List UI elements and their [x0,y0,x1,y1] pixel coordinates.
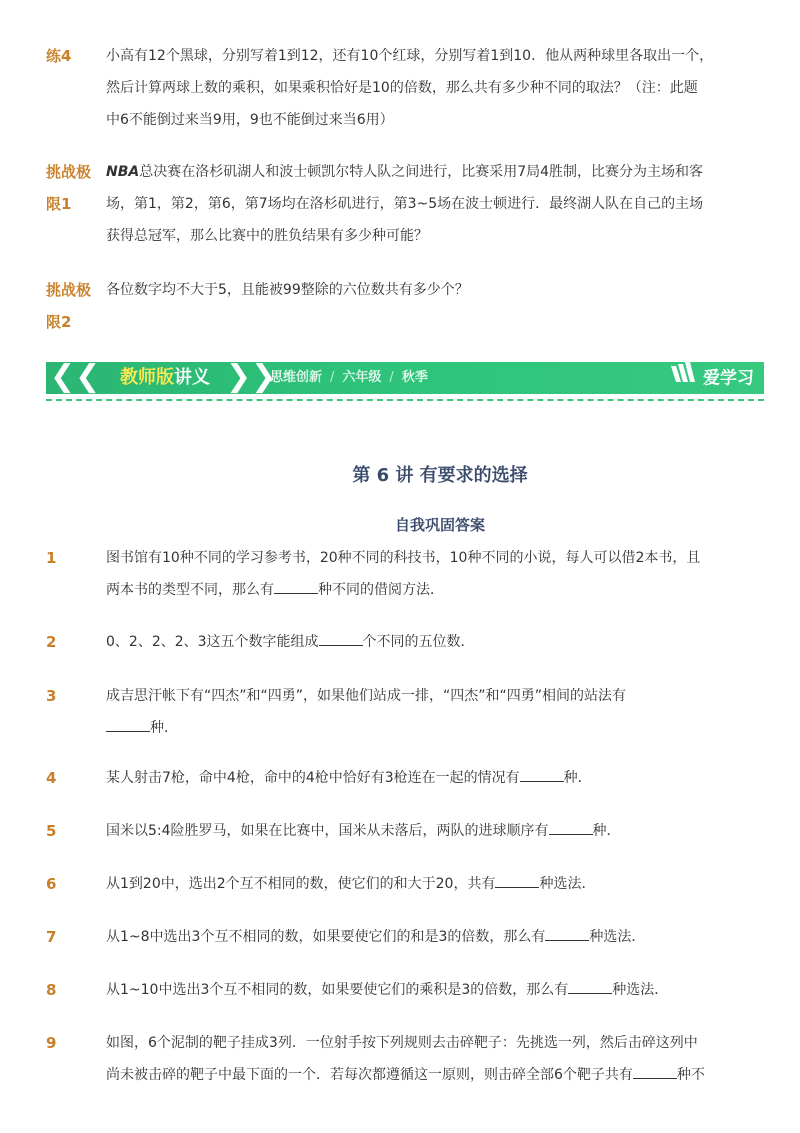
question-line [106,762,718,794]
question-segment: 两本书的类型不同，那么有 [106,582,274,598]
answer-blank [319,630,363,646]
question-line [106,542,718,574]
question-segment: 成吉思汗帐下有“四杰”和“四勇”，如果他们站成一排，“四杰”和“四勇”相间的站法有 [106,688,627,704]
question-text [106,542,718,606]
chevron-right-icon: ❯❯ [226,359,277,394]
banner-title-b: 讲义 [174,367,210,388]
exercise-line-text: 总决赛在洛杉矶湖人和波士顿凯尔特人队之间进行，比赛采用7局4胜制，比赛分为主场和客 [139,164,704,180]
question-segment: 从1到20中，选出2个互不相同的数，使它们的和大于20，共有 [106,876,496,892]
logo-mark-icon [671,362,699,395]
exercise-line [106,156,718,188]
answer-blank [520,766,564,782]
question-segment: 种选法． [539,876,596,892]
question-text [106,974,718,1006]
question-number: 6 [46,875,57,893]
banner-meta-item: 秋季 [401,370,428,385]
question-line [106,680,718,712]
banner-title [120,362,210,394]
exercise-line: 获得总冠军，那么比赛中的胜负结果有多少种可能？ [106,228,428,244]
question-segment: 图书馆有10种不同的学习参考书，20种不同的科技书，10种不同的小说，每人可以借2本书，且 [106,550,701,566]
question-text [106,680,718,744]
question-line [106,574,718,606]
answer-blank [549,819,593,835]
exercise-label [46,274,104,338]
exercise-line: 中6不能倒过来当9用，9也不能倒过来当6用） [106,112,394,128]
question-line [106,1059,718,1091]
exercise-line: 场，第1，第2，第6，第7场均在洛杉矶进行，第3~5场在波士顿进行．最终湖人队在自己的主场 [106,196,704,212]
question-segment: 从1~8中选出3个互不相同的数，如果要使它们的和是3的倍数，那么有 [106,929,546,945]
question-number: 7 [46,928,57,946]
banner-meta-item: 六年级 [342,370,382,385]
lecture-title: 第 6 讲 有要求的选择 [352,465,528,486]
teacher-edition-banner [46,359,764,394]
question-line [106,921,718,953]
question-number: 4 [46,769,57,787]
question-line [106,815,718,847]
banner-meta-sep: / [330,370,335,385]
question-segment: 从1~10中选出3个互不相同的数，如果要使它们的乘积是3的倍数，那么有 [106,982,569,998]
answer-blank [495,872,539,888]
question-line [106,868,718,900]
answer-blank [633,1063,677,1079]
exercise-label-line: 限1 [46,195,72,213]
question-line [106,974,718,1006]
banner-divider [46,399,764,401]
nba-prefix: NBA [106,164,140,180]
banner-title-a: 教师版 [120,367,174,388]
question-number: 8 [46,981,57,999]
exercise-line: 小高有12个黑球，分别写着1到12，还有10个红球，分别写着1到10．他从两种球里各取出一个， [106,48,714,64]
exercise-label-line: 练4 [46,47,72,65]
question-line [106,1027,718,1059]
question-number: 1 [46,549,57,567]
exercise-label [46,156,104,220]
question-text [106,626,718,658]
exercise-label [46,40,104,72]
exercise-line: 然后计算两球上数的乘积，如果乘积恰好是10的倍数，那么共有多少种不同的取法？（注：此题 [106,80,698,96]
question-segment: 尚未被击碎的靶子中最下面的一个．若每次都遵循这一原则，则击碎全部6个靶子共有 [106,1067,633,1083]
aixuexi-logo [671,362,754,394]
exercise-label-line: 限2 [46,313,72,331]
logo-text: 爱学习 [703,368,754,389]
exercise-line: 各位数字均不大于5，且能被99整除的六位数共有多少个？ [106,282,469,298]
exercise-text [106,40,718,136]
banner-meta [270,362,428,394]
question-segment: 种选法． [612,982,669,998]
question-number: 3 [46,687,57,705]
question-segment: 种． [592,823,621,839]
exercise-text [106,274,718,306]
question-text [106,762,718,794]
question-text [106,868,718,900]
lecture-subtitle: 自我巩固答案 [394,516,485,534]
question-segment: 国米以5:4险胜罗马，如果在比赛中，国米从未落后，两队的进球顺序有 [106,823,549,839]
question-segment: 种选法． [589,929,646,945]
question-number: 5 [46,822,57,840]
question-segment: 如图，6个泥制的靶子挂成3列．一位射手按下列规则去击碎靶子：先挑选一列，然后击碎这列中 [106,1035,698,1051]
question-number: 2 [46,633,57,651]
question-segment: 种． [563,770,592,786]
question-text [106,921,718,953]
answer-blank [545,925,589,941]
question-segment: 种． [150,720,178,736]
answer-blank [274,578,318,594]
banner-meta-sep: / [389,370,394,385]
answer-blank [568,978,612,994]
question-line [106,626,718,658]
banner-meta-item: 思维创新 [270,370,323,385]
exercise-label-line: 挑战极 [46,163,92,181]
question-number: 9 [46,1034,57,1052]
question-segment: 种不 [676,1067,705,1083]
answer-blank [106,716,150,732]
exercise-label-line: 挑战极 [46,281,92,299]
exercise-text [106,156,718,252]
question-text [106,1027,718,1091]
question-segment: 个不同的五位数． [362,634,475,650]
question-line [106,712,718,744]
question-segment: 0、2、2、2、3这五个数字能组成 [106,634,319,650]
question-segment: 某人射击7枪，命中4枪，命中的4枪中恰好有3枪连在一起的情况有 [106,770,520,786]
chevron-left-icon: ❮❮ [50,359,101,394]
question-text [106,815,718,847]
question-segment: 种不同的借阅方法． [318,582,444,598]
